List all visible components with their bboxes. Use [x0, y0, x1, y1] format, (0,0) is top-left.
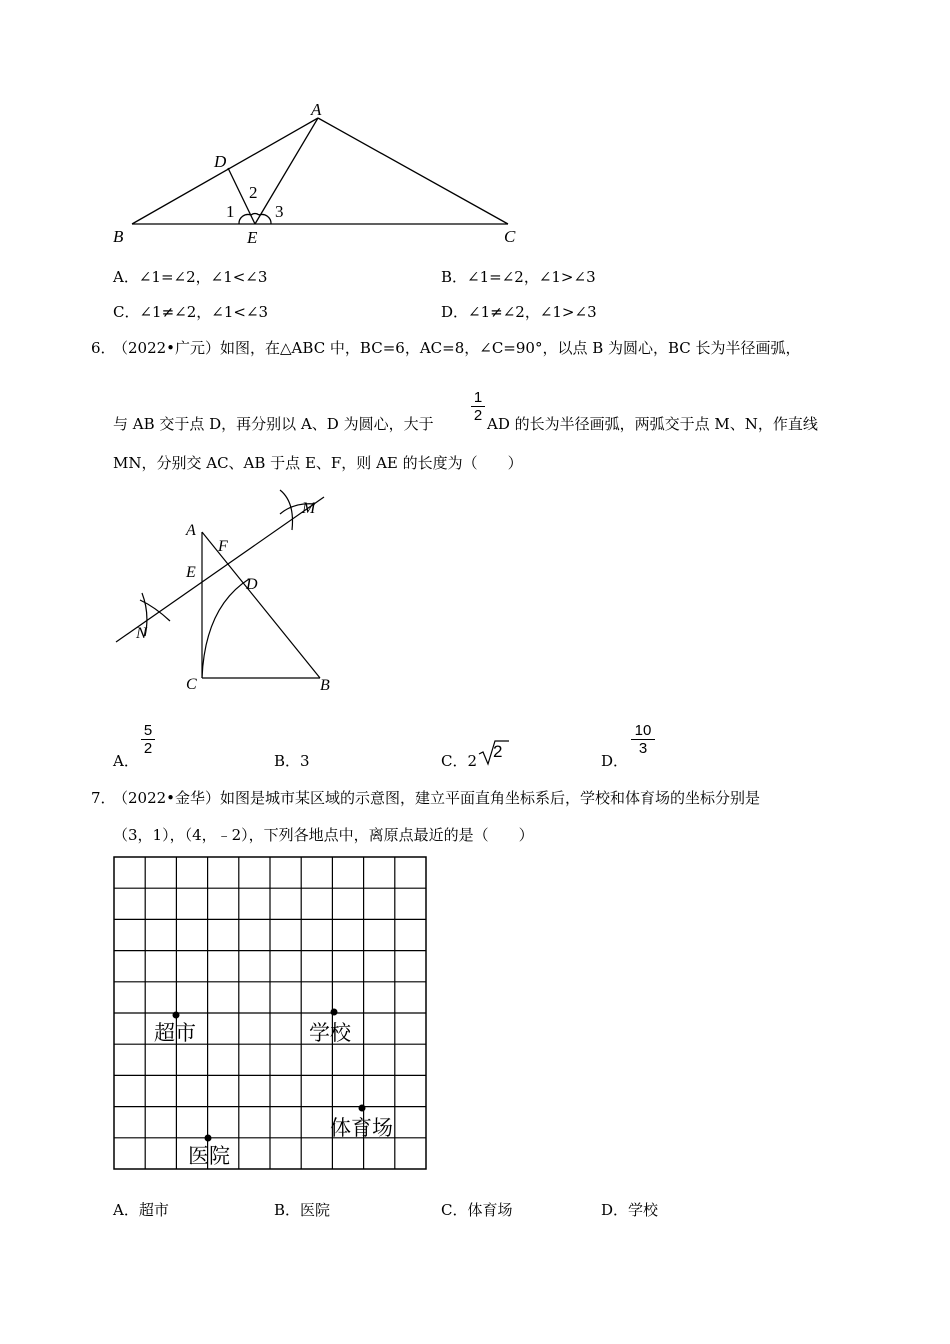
q7-dot-tiyuchang: [359, 1105, 366, 1112]
q5-angle-arc-3: [259, 214, 271, 224]
q5-label-a: A: [311, 100, 322, 119]
q5-angle-label-1: 1: [226, 202, 235, 221]
q6-number: 6．: [91, 339, 116, 357]
q6-option-a[interactable]: [113, 751, 139, 771]
q6-construction-figure: [110, 482, 360, 697]
q6-label-m: M: [302, 500, 316, 517]
q5-option-d[interactable]: D．∠1≠∠2，∠1>∠3: [441, 303, 597, 321]
q6-option-a-fraction: [141, 722, 155, 757]
q6-stem-line1: （2022•广元）如图，在△ABC 中，BC=6，AC=8，∠C=90°，以点 B 为圆心，BC 长为半径画弧，: [113, 339, 801, 357]
q6-option-c-coef: 2: [467, 752, 478, 770]
q5-segment-ba: [132, 118, 318, 224]
q7-label-xuexiao: 学校: [309, 1021, 351, 1045]
q6-option-d[interactable]: [601, 751, 628, 771]
q6-arc-cd: [202, 579, 249, 678]
q6-option-b[interactable]: B．3: [274, 752, 310, 770]
q6-stem-line2-pre: 与 AB 交于点 D，再分别以 A、D 为圆心，大于: [113, 415, 434, 433]
q7-dot-chaoshi: [173, 1012, 180, 1019]
q6-option-d-den: 3: [638, 740, 648, 757]
q6-label-d: D: [246, 576, 258, 593]
q6-option-a-label: A．: [113, 752, 139, 770]
q7-option-b[interactable]: B．医院: [274, 1201, 331, 1219]
q7-dot-yiyuan: [205, 1135, 212, 1142]
q6-option-a-den: 2: [143, 740, 153, 757]
q6-label-b: B: [320, 677, 330, 694]
q6-option-c-radicand: 2: [493, 742, 503, 761]
q5-angle-label-3: 3: [275, 202, 284, 221]
q6-option-d-num: 10: [634, 722, 652, 739]
q7-dot-xuexiao: [331, 1009, 338, 1016]
q7-label-tiyuchang: 体育场: [330, 1116, 393, 1140]
q6-fraction-half-den: 2: [473, 407, 483, 424]
q6-label-c: C: [186, 676, 197, 693]
q6-fraction-half: [471, 389, 485, 424]
q5-angle-arc-1: [239, 214, 251, 224]
q5-triangle-figure: [100, 95, 540, 255]
q6-option-d-label: D．: [601, 752, 629, 770]
q6-stem-line3: MN，分别交 AC、AB 于点 E、F，则 AE 的长度为（ ）: [113, 454, 523, 472]
q6-option-c-label: C．: [441, 752, 468, 770]
q7-option-c[interactable]: C．体育场: [441, 1201, 513, 1219]
q6-stem-line2-post: AD 的长为半径画弧，两弧交于点 M、N，作直线: [487, 415, 818, 433]
q6-label-f: F: [218, 538, 228, 555]
q6-fraction-half-num: 1: [473, 389, 483, 406]
q5-segment-ae: [255, 118, 318, 224]
q5-angle-label-2: 2: [249, 183, 258, 202]
q5-option-a[interactable]: A．∠1=∠2，∠1<∠3: [113, 268, 268, 286]
q5-option-b[interactable]: B．∠1=∠2，∠1>∠3: [441, 268, 596, 286]
q6-label-e: E: [186, 564, 196, 581]
q7-number: 7．: [91, 789, 116, 807]
q7-option-a[interactable]: A．超市: [113, 1201, 169, 1219]
q5-label-c: C: [504, 227, 516, 246]
q5-segment-ac: [318, 118, 508, 224]
q5-option-c[interactable]: C．∠1≠∠2，∠1<∠3: [113, 303, 269, 321]
q7-stem-line1: （2022•金华）如图是城市某区域的示意图，建立平面直角坐标系后，学校和体育场的坐标分别是: [113, 789, 761, 807]
q6-option-d-fraction: [631, 722, 655, 757]
q5-label-e: E: [247, 228, 258, 247]
q7-option-d[interactable]: D．学校: [601, 1201, 659, 1219]
q7-label-chaoshi: 超市: [154, 1021, 196, 1045]
q5-label-b: B: [113, 227, 124, 246]
q6-label-a: A: [186, 522, 196, 539]
q5-angle-arc-2: [251, 213, 259, 215]
q6-option-a-num: 5: [143, 722, 153, 739]
q7-stem-line2: （3，1），（4，﹣2），下列各地点中，离原点最近的是（ ）: [113, 826, 534, 844]
q6-label-n: N: [136, 625, 147, 642]
q5-label-d: D: [214, 152, 227, 171]
q6-option-c[interactable]: [441, 751, 477, 771]
q7-grid-map: [110, 852, 434, 1176]
q7-label-yiyuan: 医院: [188, 1144, 230, 1168]
